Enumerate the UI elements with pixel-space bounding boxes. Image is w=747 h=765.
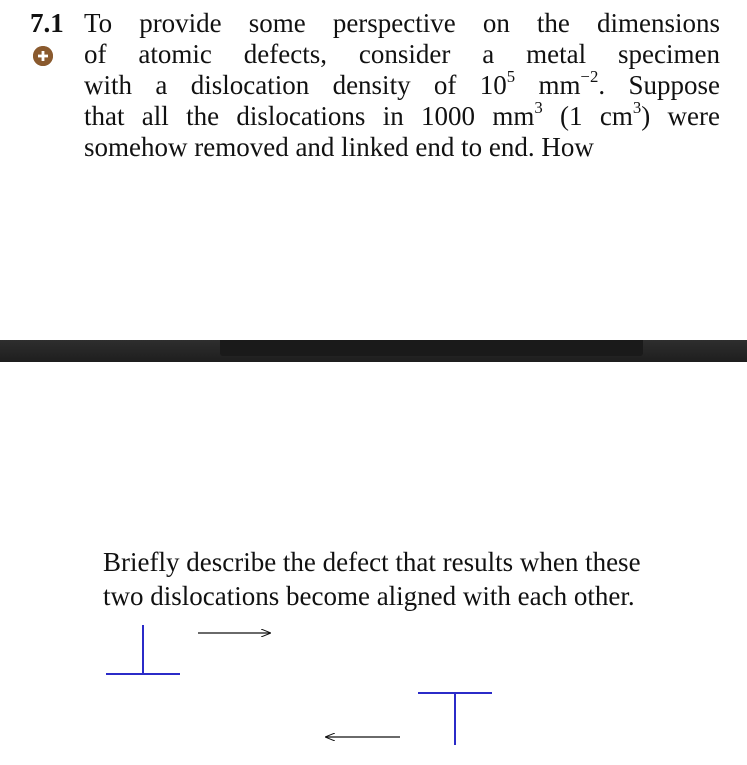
problem-line-5: somehow removed and linked end to end. How [84, 132, 594, 162]
question-line-1: Briefly describe the defect that results when these [103, 547, 641, 577]
problem-line-4: that all the dislocations in 1000 $mm^3$ (1 $cm^3$) were [84, 98, 721, 131]
problem-number: 7.1 [30, 8, 64, 38]
plus-circle-icon[interactable] [33, 46, 53, 66]
dislocation-diagram [0, 615, 747, 765]
divider-inner-strip [220, 340, 643, 356]
edge-dislocation-negative [418, 693, 492, 745]
problem-text [84, 8, 720, 163]
page-divider-band [0, 340, 747, 362]
problem-line-2: of atomic defects, consider a metal specimen [84, 39, 720, 69]
problem-line-1: To provide some perspective on the dimensions [84, 8, 720, 38]
problem-line-3: with a dislocation density of $10^5$ $mm^{-2}$. Suppose [84, 67, 720, 100]
question-line-2: two dislocations become aligned with each other. [103, 581, 635, 611]
question-text [103, 545, 743, 613]
edge-dislocation-positive [106, 625, 180, 674]
